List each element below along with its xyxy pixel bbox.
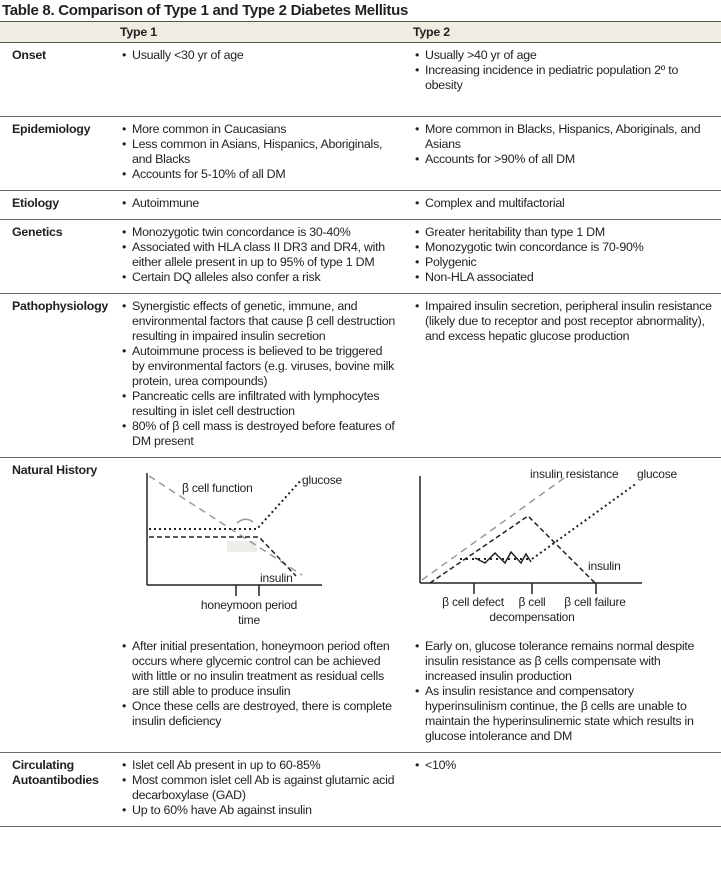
row-label: Pathophysiology <box>0 294 112 458</box>
list-item: • Usually <30 yr of age <box>120 48 397 63</box>
header-type2: Type 2 <box>405 22 721 43</box>
type2-natural-history-diagram <box>405 463 720 631</box>
type2-list <box>413 48 713 93</box>
list-item: • More common in Blacks, Hispanics, Aboriginals, and Asians <box>413 122 713 152</box>
list-item: • Autoimmune <box>120 196 397 211</box>
header-type1: Type 1 <box>112 22 405 43</box>
list-item: • Certain DQ alleles also confer a risk <box>120 270 397 285</box>
type2-list <box>413 225 713 285</box>
row-label: Etiology <box>0 191 112 220</box>
beta-cell-function-label: β cell function <box>182 481 253 495</box>
list-item: • Greater heritability than type 1 DM <box>413 225 713 240</box>
insulin-label: insulin <box>260 571 293 585</box>
list-item: • Polygenic <box>413 255 713 270</box>
insulin-resistance-line <box>422 476 567 580</box>
row-genetics <box>0 220 721 294</box>
glucose-label: glucose <box>637 467 677 481</box>
list-item: • Autoimmune process is believed to be triggered by environmental factors (e.g. viruses, bovine milk protein, urea compounds) <box>120 344 397 389</box>
time-label: time <box>238 613 260 627</box>
type1-list <box>120 639 397 729</box>
glucose-line <box>532 483 637 559</box>
list-item: • Complex and multifactorial <box>413 196 713 211</box>
list-item: • Monozygotic twin concordance is 30-40% <box>120 225 397 240</box>
list-item: • Impaired insulin secretion, peripheral insulin resistance (likely due to receptor and post receptor abnormality), and excess hepatic glucose production <box>413 299 713 344</box>
list-item: • Accounts for 5-10% of all DM <box>120 167 397 182</box>
list-item: • Non-HLA associated <box>413 270 713 285</box>
list-item: • 80% of β cell mass is destroyed before features of DM present <box>120 419 397 449</box>
row-onset <box>0 43 721 117</box>
beta-cell-label: β cell <box>518 595 546 609</box>
row-etiology <box>0 191 721 220</box>
list-item: • More common in Caucasians <box>120 122 397 137</box>
row-label: Genetics <box>0 220 112 294</box>
list-item: • Islet cell Ab present in up to 60-85% <box>120 758 397 773</box>
type1-list <box>120 225 397 285</box>
list-item: • Pancreatic cells are infiltrated with lymphocytes resulting in islet cell destruction <box>120 389 397 419</box>
row-label: Circulating Autoantibodies <box>0 753 112 827</box>
list-item: • Most common islet cell Ab is against glutamic acid decarboxylase (GAD) <box>120 773 397 803</box>
type1-list <box>120 758 397 818</box>
type1-list <box>120 48 397 63</box>
row-natural-history <box>0 458 721 753</box>
row-label: Onset <box>0 43 112 117</box>
beta-cell-defect-label: β cell defect <box>442 595 504 609</box>
list-item: • Less common in Asians, Hispanics, Aboriginals, and Blacks <box>120 137 397 167</box>
list-item: • Associated with HLA class II DR3 and DR4, with either allele present in up to 95% of type 1 DM <box>120 240 397 270</box>
list-item: • Monozygotic twin concordance is 70-90% <box>413 240 713 255</box>
insulin-resistance-label: insulin resistance <box>530 467 619 481</box>
decompensation-label: decompensation <box>489 610 575 624</box>
row-epidemiology <box>0 117 721 191</box>
honeymoon-label: honeymoon period <box>200 598 298 612</box>
list-item: • Early on, glucose tolerance remains normal despite insulin resistance as β cells compensate with increased insulin production <box>413 639 713 684</box>
list-item: • After initial presentation, honeymoon period often occurs where glycemic control can be achieved with little or no insulin treatment as residual cells are still able to produce insulin <box>120 639 397 699</box>
type2-list <box>413 758 713 773</box>
list-item: • Once these cells are destroyed, there is complete insulin deficiency <box>120 699 397 729</box>
type2-list <box>413 299 713 344</box>
type1-list <box>120 122 397 182</box>
type1-list <box>120 196 397 211</box>
list-item: • As insulin resistance and compensatory hyperinsulinism continue, the β cells are unable to maintain the hyperinsulinemic state which results in glucose intolerance and DM <box>413 684 713 744</box>
type2-list <box>413 639 713 744</box>
list-item: • Accounts for >90% of all DM <box>413 152 713 167</box>
row-circulating-autoantibodies <box>0 753 721 827</box>
list-item: • Up to 60% have Ab against insulin <box>120 803 397 818</box>
list-item: • Synergistic effects of genetic, immune, and environmental factors that cause β cell destruction resulting in impaired insulin secretion <box>120 299 397 344</box>
beta-cell-bump <box>237 519 253 523</box>
table-title: Table 8. Comparison of Type 1 and Type 2 Diabetes Mellitus <box>2 2 409 19</box>
insulin-line <box>430 516 595 583</box>
header-row <box>0 22 721 43</box>
row-label: Epidemiology <box>0 117 112 191</box>
insulin-label: insulin <box>588 559 621 573</box>
type1-natural-history-diagram <box>112 463 412 631</box>
comparison-table <box>0 21 721 827</box>
glucose-label: glucose <box>302 473 342 487</box>
list-item: • <10% <box>413 758 713 773</box>
row-label: Natural History <box>0 458 112 753</box>
list-item: • Usually >40 yr of age <box>413 48 713 63</box>
type2-list <box>413 196 713 211</box>
compensation-zigzag <box>475 552 531 563</box>
header-blank <box>0 22 112 43</box>
row-pathophysiology <box>0 294 721 458</box>
list-item: • Increasing incidence in pediatric population 2º to obesity <box>413 63 713 93</box>
type2-list <box>413 122 713 167</box>
beta-cell-failure-label: β cell failure <box>564 595 626 609</box>
type1-list <box>120 299 397 449</box>
